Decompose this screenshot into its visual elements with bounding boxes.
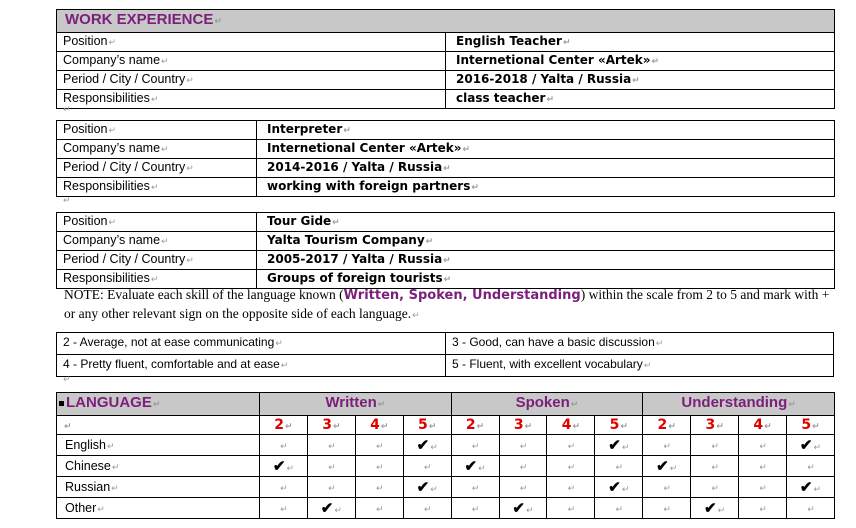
table-row: Position↵ Interpreter↵	[57, 121, 835, 140]
checkmark-icon: ✔	[704, 500, 717, 517]
checkmark-icon: ✔	[608, 437, 621, 454]
table-row: Responsibilities↵ class teacher↵	[57, 90, 835, 109]
job-position: Tour Gide↵	[257, 213, 835, 232]
language-row-chinese	[57, 456, 835, 477]
checkmark-icon: ✔	[320, 500, 334, 517]
level-5-label: 5↵	[595, 416, 643, 435]
empty-cell[interactable]: ↵	[595, 498, 643, 519]
empty-cell[interactable]: ↵	[547, 498, 595, 519]
empty-cell[interactable]: ↵	[691, 477, 739, 498]
checkmark-icon: ✔	[799, 479, 813, 496]
scale-legend-table	[56, 332, 834, 377]
empty-cell[interactable]: ↵	[786, 456, 834, 477]
checkmark-cell[interactable]: ✔↵	[403, 477, 451, 498]
checkmark-icon: ✔	[608, 479, 621, 496]
level-row: ↵ 2↵ 3↵ 4↵ 5↵ 2↵ 3↵ 4↵ 5↵ 2↵ 3↵ 4↵ 5↵	[57, 416, 835, 435]
empty-cell[interactable]: ↵	[739, 498, 787, 519]
empty-cell[interactable]: ↵	[260, 498, 308, 519]
checkmark-cell[interactable]: ✔↵	[451, 456, 499, 477]
scale-item: 2 - Average, not at ease communicating↵	[57, 333, 446, 355]
language-skills-table	[56, 392, 835, 519]
paragraph-mark: ↵	[63, 196, 71, 206]
job-company: Internetional Center «Artek»↵	[257, 140, 835, 159]
empty-cell[interactable]: ↵	[355, 435, 403, 456]
group-spoken: Spoken↵	[451, 393, 643, 416]
table-row	[57, 333, 834, 355]
language-name: Chinese↵	[57, 456, 260, 477]
level-3-label: 3↵	[691, 416, 739, 435]
empty-cell[interactable]: ↵	[739, 435, 787, 456]
level-3-label: 3↵	[307, 416, 355, 435]
empty-cell[interactable]: ↵	[355, 498, 403, 519]
empty-cell[interactable]: ↵	[403, 456, 451, 477]
group-understanding: Understanding↵	[643, 393, 835, 416]
empty-cell[interactable]: ↵	[451, 477, 499, 498]
language-heading: LANGUAGE↵	[57, 393, 260, 416]
work-experience-table-1	[56, 9, 835, 109]
scale-item: 4 - Pretty fluent, comfortable and at ease↵	[57, 355, 446, 377]
level-2-label: 2↵	[451, 416, 499, 435]
empty-cell[interactable]: ↵	[403, 498, 451, 519]
work-experience-table-2	[56, 120, 835, 197]
language-name: Other↵	[57, 498, 260, 519]
language-row-russian	[57, 477, 835, 498]
table-row: Period / City / Country↵ 2014-2016 / Yalta / Russia↵	[57, 159, 835, 178]
checkmark-icon: ✔	[799, 437, 813, 454]
empty-cell[interactable]: ↵	[643, 435, 691, 456]
job-responsibilities: working with foreign partners↵	[257, 178, 835, 197]
checkmark-icon: ✔	[464, 458, 478, 475]
checkmark-cell[interactable]: ✔↵	[260, 456, 308, 477]
checkmark-cell[interactable]: ✔↵	[595, 435, 643, 456]
level-3-label: 3↵	[499, 416, 547, 435]
table-row: Responsibilities↵ Groups of foreign tourists↵	[57, 270, 835, 289]
table-row: Company’s name↵ Internetional Center «Artek»↵	[57, 52, 835, 71]
level-5-label: 5↵	[403, 416, 451, 435]
checkmark-cell[interactable]: ✔↵	[786, 435, 834, 456]
level-5-label: 5↵	[786, 416, 834, 435]
language-header-row	[57, 393, 835, 416]
job-period: 2016-2018 / Yalta / Russia↵	[446, 71, 835, 90]
empty-cell[interactable]: ↵	[643, 498, 691, 519]
empty-cell[interactable]: ↵	[786, 498, 834, 519]
level-4-label: 4↵	[547, 416, 595, 435]
checkmark-cell[interactable]: ✔↵	[403, 435, 451, 456]
table-row: Position↵ English Teacher↵	[57, 33, 835, 52]
level-2-label: 2↵	[260, 416, 308, 435]
job-responsibilities: class teacher↵	[446, 90, 835, 109]
table-row: Period / City / Country↵ 2005-2017 / Yalta / Russia↵	[57, 251, 835, 270]
empty-cell[interactable]: ↵	[307, 477, 355, 498]
checkmark-cell[interactable]: ✔↵	[691, 498, 739, 519]
empty-cell[interactable]: ↵	[451, 498, 499, 519]
empty-cell[interactable]: ↵	[499, 435, 547, 456]
table-row: Responsibilities↵ working with foreign partners↵	[57, 178, 835, 197]
checkmark-icon: ✔	[512, 500, 525, 517]
paragraph-mark: ↵	[63, 375, 71, 385]
empty-cell[interactable]: ↵	[643, 477, 691, 498]
job-company: Yalta Tourism Company↵	[257, 232, 835, 251]
job-position: English Teacher↵	[446, 33, 835, 52]
language-note: NOTE: Evaluate each skill of the language known (Written, Spoken, Understanding) within the scale from 2 to 5 and mark with + or any other relevant sign on the opposite side of each language.↵	[64, 287, 830, 321]
checkmark-cell[interactable]: ✔↵	[595, 477, 643, 498]
empty-cell[interactable]: ↵	[355, 456, 403, 477]
checkmark-cell[interactable]: ✔↵	[499, 498, 547, 519]
table-row: Company’s name↵ Yalta Tourism Company↵	[57, 232, 835, 251]
job-company: Internetional Center «Artek»↵	[446, 52, 835, 71]
empty-cell[interactable]: ↵	[547, 477, 595, 498]
work-experience-table-3	[56, 212, 835, 289]
job-position: Interpreter↵	[257, 121, 835, 140]
checkmark-cell[interactable]: ✔↵	[643, 456, 691, 477]
empty-cell[interactable]: ↵	[499, 477, 547, 498]
table-row: Period / City / Country↵ 2016-2018 / Yalta / Russia↵	[57, 71, 835, 90]
empty-cell[interactable]: ↵	[307, 456, 355, 477]
language-row-other	[57, 498, 835, 519]
checkmark-icon: ✔	[416, 437, 430, 454]
empty-cell[interactable]: ↵	[260, 435, 308, 456]
checkmark-cell[interactable]: ✔↵	[307, 498, 355, 519]
language-name: English↵	[57, 435, 260, 456]
job-period: 2014-2016 / Yalta / Russia↵	[257, 159, 835, 178]
level-4-label: 4↵	[355, 416, 403, 435]
language-name: Russian↵	[57, 477, 260, 498]
empty-cell[interactable]: ↵	[355, 477, 403, 498]
empty-cell[interactable]: ↵	[451, 435, 499, 456]
empty-cell[interactable]: ↵	[547, 435, 595, 456]
paragraph-mark: ↵	[63, 105, 71, 115]
table-row: Company’s name↵ Internetional Center «Artek»↵	[57, 140, 835, 159]
checkmark-icon: ✔	[272, 458, 286, 475]
language-row-english	[57, 435, 835, 456]
empty-cell[interactable]: ↵	[691, 435, 739, 456]
empty-cell[interactable]: ↵	[547, 456, 595, 477]
job-responsibilities: Groups of foreign tourists↵	[257, 270, 835, 289]
checkmark-cell[interactable]: ✔↵	[786, 477, 834, 498]
empty-cell[interactable]: ↵	[739, 477, 787, 498]
table-row: Position↵ Tour Gide↵	[57, 213, 835, 232]
empty-cell[interactable]: ↵	[260, 477, 308, 498]
empty-cell[interactable]: ↵	[691, 456, 739, 477]
empty-cell[interactable]: ↵	[499, 456, 547, 477]
checkmark-icon: ✔	[656, 458, 669, 475]
table-row	[57, 355, 834, 377]
level-2-label: 2↵	[643, 416, 691, 435]
scale-item: 3 - Good, can have a basic discussion↵	[446, 333, 834, 355]
group-written: Written↵	[260, 393, 452, 416]
empty-cell[interactable]: ↵	[739, 456, 787, 477]
empty-cell[interactable]: ↵	[307, 435, 355, 456]
work-experience-heading: WORK EXPERIENCE↵	[57, 10, 835, 33]
scale-item: 5 - Fluent, with excellent vocabulary↵	[446, 355, 834, 377]
job-period: 2005-2017 / Yalta / Russia↵	[257, 251, 835, 270]
empty-cell[interactable]: ↵	[595, 456, 643, 477]
checkmark-icon: ✔	[416, 479, 430, 496]
level-4-label: 4↵	[739, 416, 787, 435]
